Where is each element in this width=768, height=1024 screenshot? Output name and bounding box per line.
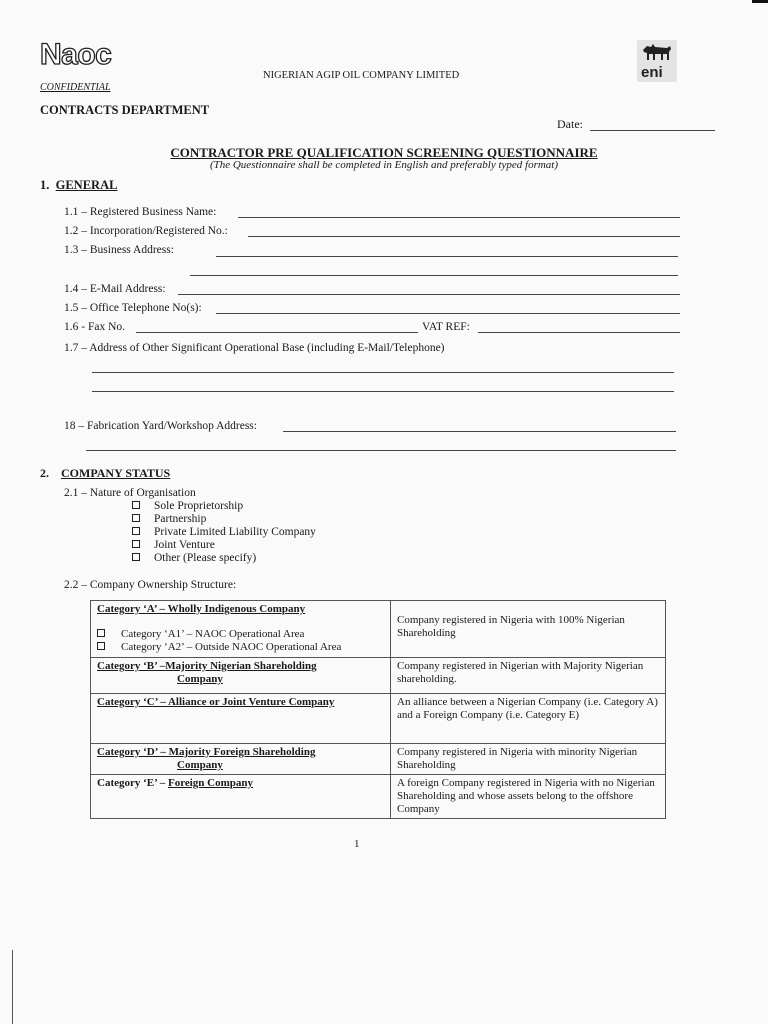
form-subtitle: (The Questionnaire shall be completed in English and preferably typed format) [209,159,559,171]
category-c-cell: Category ‘C’ – Alliance or Joint Venture Company [91,694,391,744]
email-label: 1.4 – E-Mail Address: [64,283,166,295]
option-joint-venture[interactable]: Joint Venture [132,539,215,551]
category-b-description: Company registered in Nigerian with Majority Nigerian shareholding. [391,658,666,694]
section-general: 1. GENERAL [40,178,118,192]
registration-no-label: 1.2 – Incorporation/Registered No.: [64,225,228,237]
fabrication-yard-field[interactable] [283,431,676,432]
option-category-a1[interactable]: Category ‘A1’ – NAOC Operational Area [97,628,384,641]
checkbox-icon[interactable] [132,514,140,522]
category-a-cell [91,601,391,658]
table-row [91,744,666,775]
other-base-field[interactable] [92,372,674,373]
table-row [91,694,666,744]
category-d-description: Company registered in Nigeria with minority Nigerian Shareholding [391,744,666,775]
business-address-field-2[interactable] [190,275,678,276]
checkbox-icon[interactable] [97,642,105,650]
category-e-cell: Category ‘E’ – Foreign Company [91,775,391,819]
option-other[interactable]: Other (Please specify) [132,552,256,564]
ownership-structure-label: 2.2 – Company Ownership Structure: [64,579,237,591]
category-c-description: An alliance between a Nigerian Company (i.e. Category A) and a Foreign Company (i.e. Category E) [391,694,666,744]
option-partnership[interactable]: Partnership [132,513,206,525]
department-heading: CONTRACTS DEPARTMENT [40,103,210,117]
category-a-description: Company registered in Nigeria with 100% Nigerian Shareholding [391,601,666,658]
nature-of-organisation-label: 2.1 – Nature of Organisation [64,487,196,499]
table-row [91,601,666,658]
date-label: Date: [557,117,583,131]
registered-name-label: 1.1 – Registered Business Name: [64,206,217,218]
telephone-field[interactable] [216,313,680,314]
category-e-description: A foreign Company registered in Nigeria with no Nigerian Shareholding and whose assets belong to the offshore Company [391,775,666,819]
option-category-a2[interactable]: Category ‘A2’ – Outside NAOC Operational Area [97,641,384,654]
form-title: CONTRACTOR PRE QUALIFICATION SCREENING QUESTIONNAIRE [170,145,598,160]
category-a-title: Category ‘A’ – Wholly Indigenous Company [97,603,306,615]
other-base-label: 1.7 – Address of Other Significant Operational Base (including E-Mail/Telephone) [64,342,445,354]
fabrication-yard-field-2[interactable] [86,450,676,451]
business-address-label: 1.3 – Business Address: [64,244,174,256]
business-address-field[interactable] [216,256,678,257]
vat-field[interactable] [478,332,680,333]
option-sole-proprietorship[interactable]: Sole Proprietorship [132,500,243,512]
section-company-status: 2. COMPANY STATUS [40,466,171,480]
confidential-label: CONFIDENTIAL [40,82,111,93]
registered-name-field[interactable] [238,217,680,218]
category-b-cell: Category ‘B’ –Majority Nigerian Shareholding Company [91,658,391,694]
eni-logo: eni [637,40,677,82]
table-row [91,658,666,694]
registration-no-field[interactable] [248,236,680,237]
vat-label: VAT REF: [422,321,470,333]
other-base-field-2[interactable] [92,391,674,392]
page-number: 1 [354,838,360,850]
checkbox-icon[interactable] [132,553,140,561]
fax-field[interactable] [136,332,418,333]
company-name: NIGERIAN AGIP OIL COMPANY LIMITED [263,70,460,81]
checkbox-icon[interactable] [97,629,105,637]
table-row [91,775,666,819]
fabrication-yard-label: 18 – Fabrication Yard/Workshop Address: [64,420,257,432]
telephone-label: 1.5 – Office Telephone No(s): [64,302,202,314]
ownership-table [90,600,666,819]
email-field[interactable] [178,294,680,295]
date-field[interactable] [590,130,715,131]
naoc-logo: Naoc [40,38,112,71]
scan-mark [752,0,768,3]
checkbox-icon[interactable] [132,501,140,509]
scan-edge [12,950,13,1024]
option-private-limited[interactable]: Private Limited Liability Company [132,526,316,538]
category-d-cell: Category ‘D’ – Majority Foreign Shareholding Company [91,744,391,775]
checkbox-icon[interactable] [132,540,140,548]
checkbox-icon[interactable] [132,527,140,535]
fax-label: 1.6 - Fax No. [64,321,126,333]
